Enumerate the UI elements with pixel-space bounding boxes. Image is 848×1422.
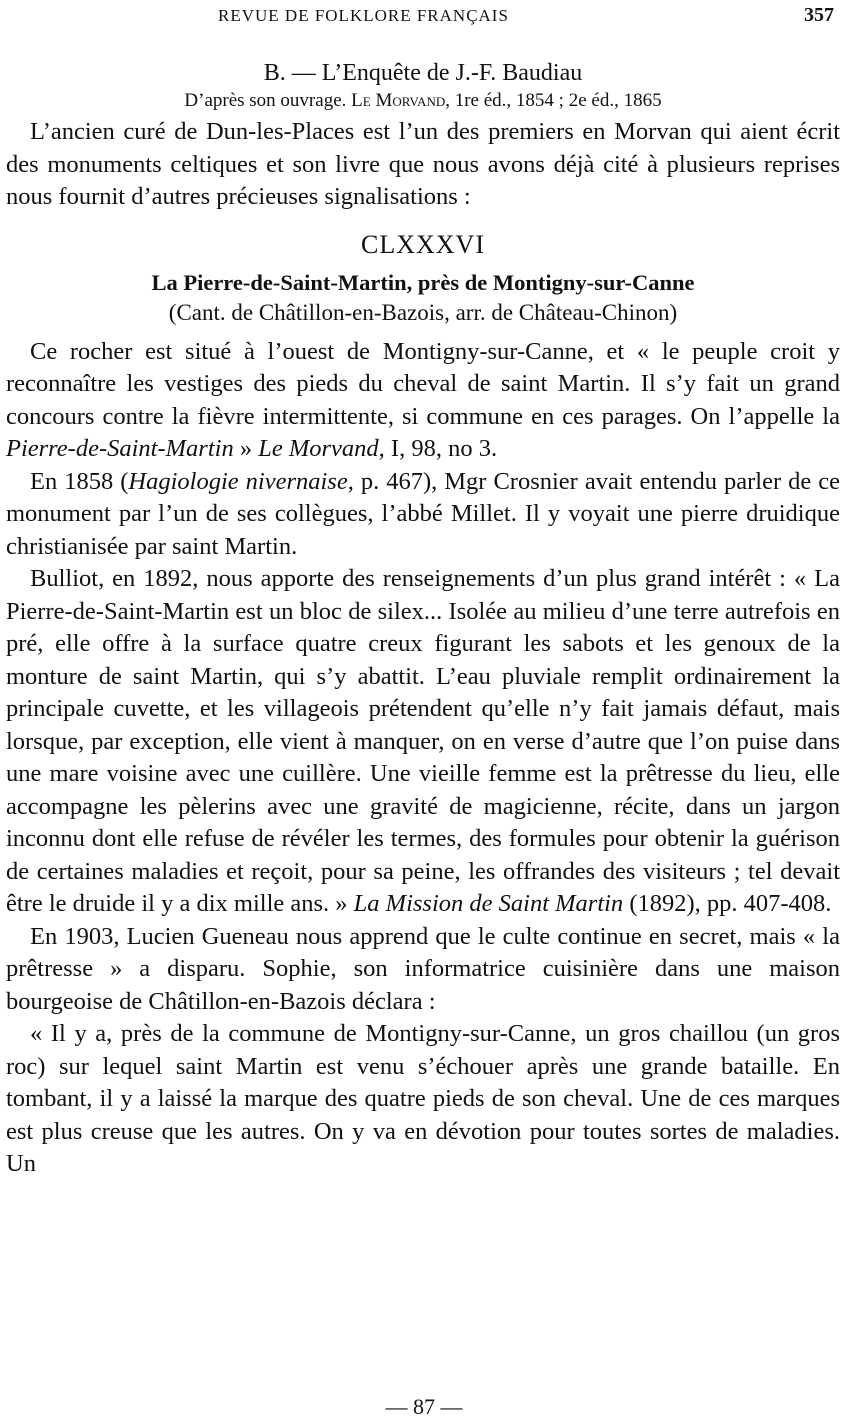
source-prefix: D’après son ouvrage. bbox=[184, 90, 347, 111]
p2-a: En 1858 ( bbox=[30, 467, 129, 495]
p1-close: » bbox=[233, 435, 259, 462]
page-footer-number: — 87 — bbox=[385, 1394, 463, 1419]
p1-ref-italic: Le Morvand, bbox=[258, 435, 385, 462]
running-header bbox=[0, 4, 848, 28]
source-work: Le Morvand bbox=[351, 90, 446, 111]
source-line bbox=[6, 88, 840, 114]
entry-number: CLXXXVI bbox=[361, 229, 485, 259]
p1-italic: Pierre-de-Saint-Martin bbox=[6, 435, 234, 462]
p3-italic: La Mission de Saint Martin bbox=[353, 890, 624, 917]
p3-text: Bulliot, en 1892, nous apporte des renseignements d’un plus grand intérêt : « La Pierre-de-Saint-Martin est un bloc de silex... Isolée au milieu d’une terre autrefois en pré, elle offre à la surface quatre creux figurant les sabots et les genoux de la monture de saint Martin, qui s’y abattit. L’eau pluviale remplit ordinairement la principale cuvette, et les villageois prétendent qu’elle n’y fait jamais défaut, mais lorsque, par exception, elle vient à manquer, on en verse d’autre que l’on puise dans une mare voisine avec une cuillère. Une vieille femme est la prêtresse du lieu, elle accompagne les pèlerins avec une gravité de magicienne, récite, dans un jargon inconnu dont elle refuse de révéler les termes, des formules pour obtenir la guérison de certaines maladies et reçoit, pour sa peine, les offrandes des visiteurs ; tel devait être le druide il y a dix mille ans. » bbox=[6, 565, 840, 917]
running-title: REVUE DE FOLKLORE FRANÇAIS bbox=[218, 6, 509, 25]
entry-place: La Pierre-de-Saint-Martin, près de Montigny-sur-Canne bbox=[151, 269, 695, 295]
section-title: B. — L’Enquête de J.-F. Baudiau bbox=[263, 60, 583, 86]
intro-paragraph: L’ancien curé de Dun-les-Places est l’un des premiers en Morvan qui aient écrit des monuments celtiques et son livre que nous avons déjà cité à plusieurs reprises nous fournit d’autres précieuses signalisations : bbox=[6, 118, 840, 210]
p1-ref: I, 98, no 3. bbox=[384, 435, 498, 462]
p2-italic: Hagiologie nivernaise, bbox=[128, 467, 354, 495]
paragraph-4: En 1903, Lucien Gueneau nous apprend que le culte continue en secret, mais « la prêtresse » a disparu. Sophie, son informatrice cuisinière dans une maison bourgeoise de Châtillon-en-Bazois déclara : bbox=[6, 922, 840, 1015]
paragraph-1 bbox=[6, 336, 840, 466]
p2-b: p. 467), Mgr Crosnier avait entendu parler de ce monument par l’un de ses collègues, l’abbé Millet. Il y voyait une pierre druidique christianisée par saint Martin. bbox=[6, 467, 841, 560]
paragraph-2 bbox=[6, 466, 840, 564]
page-body bbox=[6, 58, 840, 1181]
source-editions: , 1re éd., 1854 ; 2e éd., 1865 bbox=[445, 90, 662, 111]
p3-ref: (1892), pp. 407-408. bbox=[623, 890, 832, 917]
paragraph-3 bbox=[6, 563, 840, 921]
top-page-number: 357 bbox=[804, 4, 834, 26]
entry-place-detail: (Cant. de Châtillon-en-Bazois, arr. de Château-Chinon) bbox=[168, 299, 678, 325]
p1-text: Ce rocher est situé à l’ouest de Montigny-sur-Canne, et « le peuple croit y reconnaître les vestiges des pieds du cheval de saint Martin. Il s’y fait un grand concours contre la fièvre intermittente, si commune en ces parages. On l’appelle la bbox=[6, 337, 840, 430]
paragraph-5: « Il y a, près de la commune de Montigny-sur-Canne, un gros chaillou (un gros roc) sur lequel saint Martin est venu s’échouer après une grande bataille. En tombant, il y a laissé la marque des quatre pieds de son cheval. Une de ces marques est plus creuse que les autres. On y va en dévotion pour toutes sortes de maladies. Un bbox=[6, 1020, 840, 1177]
